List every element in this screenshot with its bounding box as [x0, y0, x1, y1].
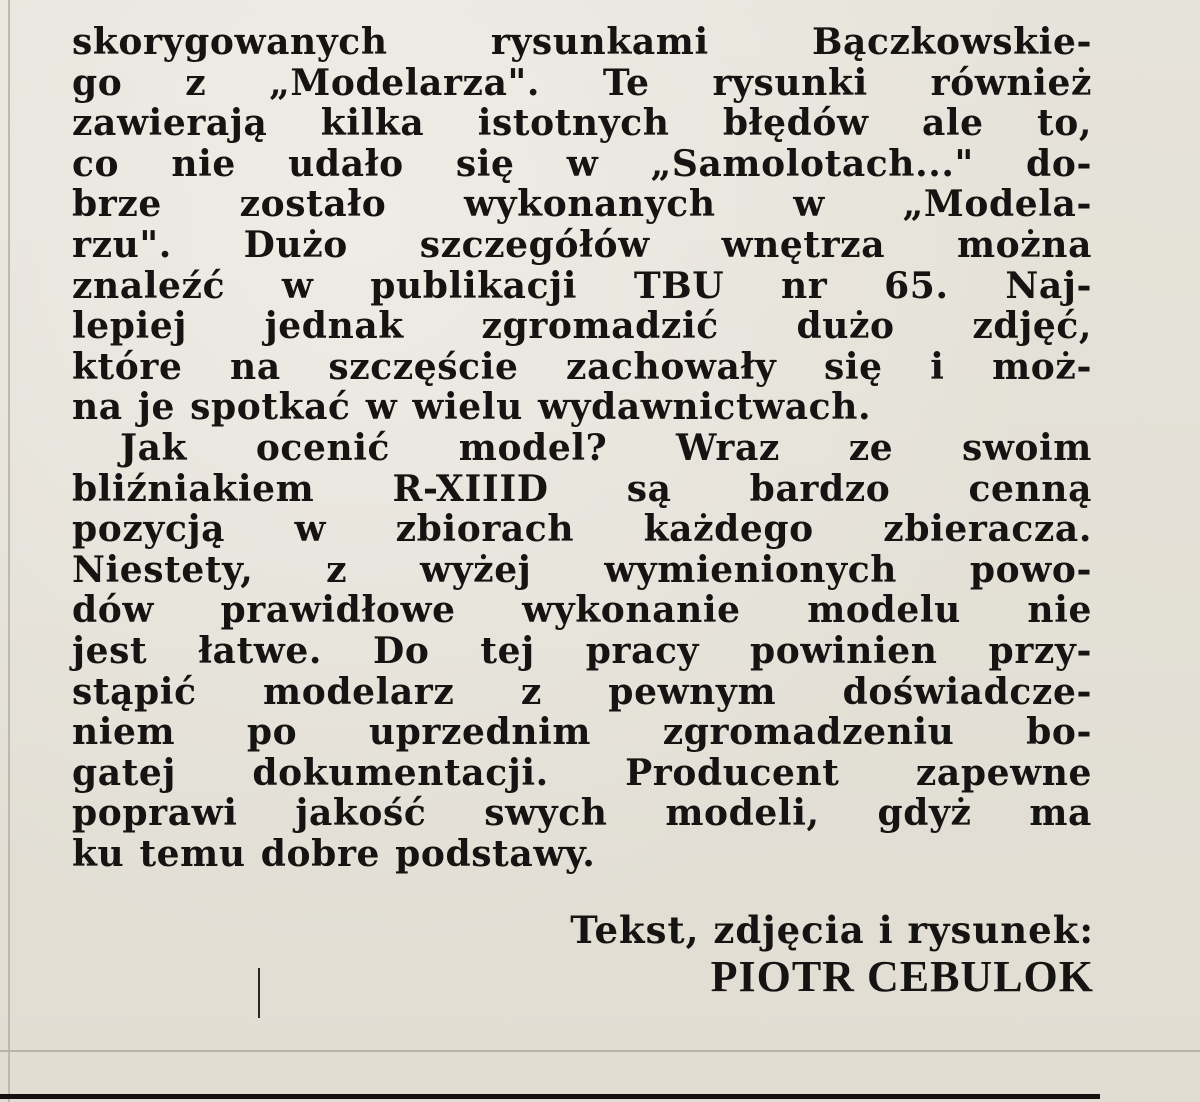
- article-body: [72, 22, 1092, 874]
- article-line: skorygowanych rysunkami Bączkowskie-: [72, 21, 1092, 63]
- article-line: Niestety, z wyżej wymienionych powo-: [72, 548, 1092, 591]
- article-line: poprawi jakość swych modeli, gdyż ma: [72, 792, 1092, 835]
- article-line: niem po uprzednim zgromadzeniu bo-: [72, 711, 1092, 754]
- article-line: lepiej jednak zgromadzić dużo zdjęć,: [72, 305, 1092, 348]
- article-line: zawierają kilka istotnych błędów ale to,: [72, 102, 1092, 145]
- article-line: brze zostało wykonanych w „Modela-: [72, 183, 1092, 226]
- page-edge-rule: [8, 0, 10, 1102]
- column-divider-thin: [0, 1050, 1200, 1052]
- article-line: znaleźć w publikacji TBU nr 65. Naj-: [72, 264, 1092, 307]
- article-line: stąpić modelarz z pewnym doświadcze-: [72, 670, 1092, 713]
- article-line: bliźniakiem R-XIIID są bardzo cenną: [72, 467, 1092, 510]
- article-line: jest łatwe. Do tej pracy powinien przy-: [72, 629, 1092, 672]
- column-divider-thick: [0, 1094, 1100, 1099]
- article-line: co nie udało się w „Samolotach..." do-: [72, 142, 1092, 185]
- credits-author: PIOTR CEBULOK: [710, 952, 1094, 1001]
- article-line: które na szczęście zachowały się i moż-: [72, 345, 1092, 388]
- article-line: pozycją w zbiorach każdego zbieracza.: [72, 508, 1092, 551]
- article-line: ku temu dobre podstawy.: [72, 832, 596, 875]
- article-line: dów prawidłowe wykonanie modelu nie: [72, 589, 1092, 632]
- article-line: na je spotkać w wielu wydawnictwach.: [72, 386, 872, 429]
- article-credits: [570, 908, 1094, 1002]
- article-line: rzu". Dużo szczegółów wnętrza można: [72, 223, 1092, 266]
- article-line: Jak ocenić model? Wraz ze swoim: [120, 426, 1092, 469]
- credits-label: Tekst, zdjęcia i rysunek:: [570, 908, 1094, 952]
- article-line: gatej dokumentacji. Producent zapewne: [72, 751, 1092, 794]
- article-line: go z „Modelarza". Te rysunki również: [72, 61, 1092, 104]
- column-tick-mark: [258, 968, 260, 1018]
